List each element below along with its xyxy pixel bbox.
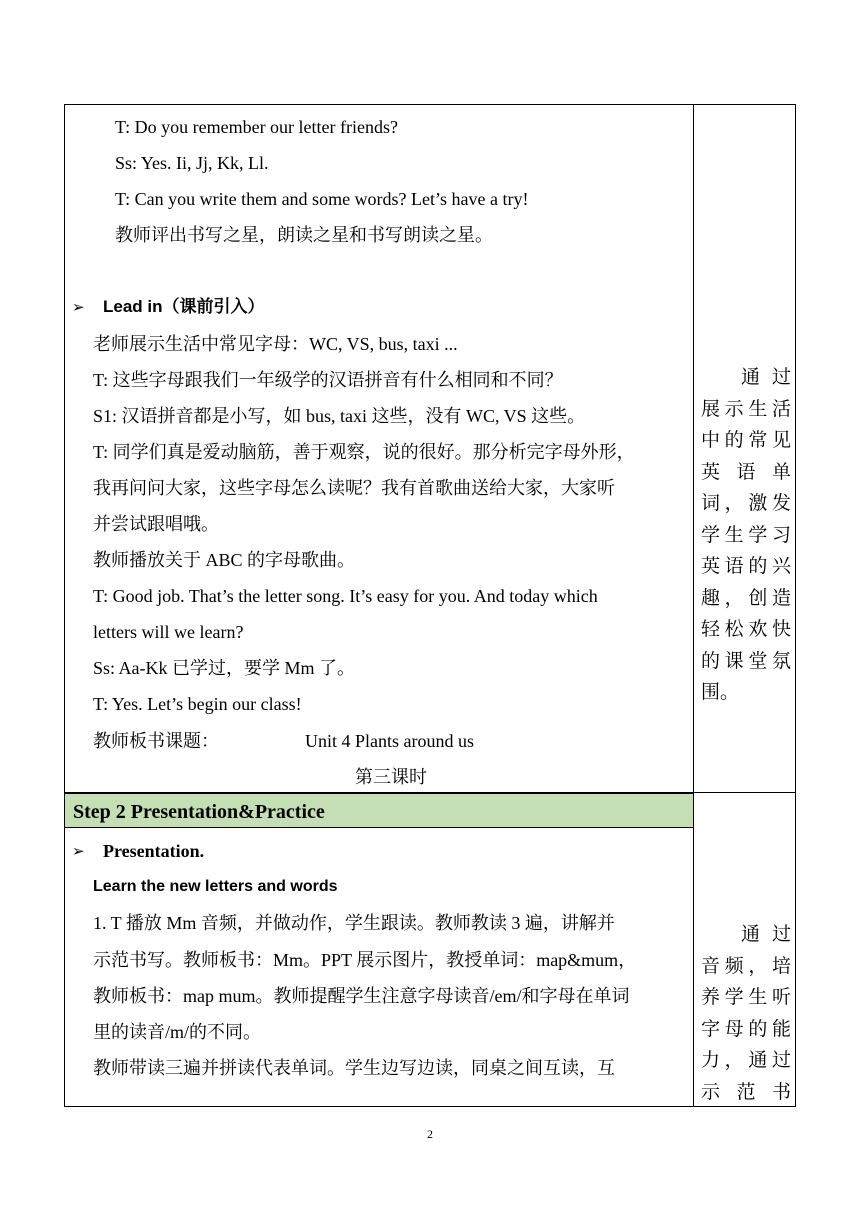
text-line: 并尝试跟唱哦。 xyxy=(93,514,219,534)
side-note-line: 通 过 xyxy=(741,924,791,945)
side-note-1 xyxy=(701,362,791,709)
text-line: T: Good job. That’s the letter song. It’s easy for you. And today which xyxy=(93,586,598,606)
side-note-line: 音频，培 xyxy=(701,955,791,977)
unit-title: Unit 4 Plants around us xyxy=(305,731,474,751)
side-note-line: 的课堂氛 xyxy=(701,650,791,672)
page-number: 2 xyxy=(427,1127,433,1141)
bullet-arrow-icon: ➢ xyxy=(72,298,85,316)
table-border-left xyxy=(64,104,65,1107)
text-line: Ss: Aa-Kk 已学过，要学 Mm 了。 xyxy=(93,658,356,678)
text-line: T: 同学们真是爱动脑筋，善于观察，说的很好。那分析完字母外形， xyxy=(93,442,635,462)
text-line: T: Do you remember our letter friends? xyxy=(115,117,398,137)
side-note-line: 养学生听 xyxy=(701,987,791,1008)
table-border-top xyxy=(64,104,796,105)
side-note-line: 示 范 书 xyxy=(701,1081,791,1103)
side-note-2 xyxy=(701,919,791,1108)
side-note-line: 通 过 xyxy=(741,367,791,388)
text-line: 教师评出书写之星，朗读之星和书写朗读之星。 xyxy=(115,225,493,245)
table-border-bottom xyxy=(64,1106,796,1107)
learn-heading: Learn the new letters and words xyxy=(93,878,338,895)
text-line: T: 这些字母跟我们一年级学的汉语拼音有什么相同和不同？ xyxy=(93,370,563,390)
text-line: 教师带读三遍并拼读代表单词。学生边写边读，同桌之间互读，互 xyxy=(93,1058,615,1078)
text-line: 教师播放关于 ABC 的字母歌曲。 xyxy=(93,550,356,570)
text-line: S1: 汉语拼音都是小写，如 bus, taxi 这些，没有 WC, VS 这些。 xyxy=(93,406,586,426)
side-note-line: 围。 xyxy=(701,682,740,703)
text-line: 示范书写。教师板书：Mm。PPT 展示图片，教授单词：map&mum， xyxy=(93,950,637,970)
side-note-line: 力，通过 xyxy=(701,1050,791,1071)
text-line: 老师展示生活中常见字母：WC, VS, bus, taxi ... xyxy=(93,334,458,354)
text-line: T: Yes. Let’s begin our class! xyxy=(93,694,302,714)
text-line: T: Can you write them and some words? Let’s have a try! xyxy=(115,189,529,209)
side-note-line: 词，激发 xyxy=(701,493,791,514)
text-line: 我再问问大家，这些字母怎么读呢？我有首歌曲送给大家，大家听 xyxy=(93,478,615,498)
side-note-line: 字母的能 xyxy=(701,1018,791,1040)
side-note-line: 轻松欢快 xyxy=(701,619,791,640)
side-note-line: 展示生活 xyxy=(701,398,791,420)
step2-heading: Step 2 Presentation&Practice xyxy=(73,801,325,823)
text-line: 里的读音/m/的不同。 xyxy=(93,1022,262,1042)
side-note-line: 英 语 单 xyxy=(701,461,791,483)
lead-in-heading: Lead in（课前引入） xyxy=(103,297,265,316)
side-note-line: 英语的兴 xyxy=(701,556,791,577)
table-border-right xyxy=(795,104,796,1107)
step2-heading-band xyxy=(65,793,693,828)
text-line: 1. T 播放 Mm 音频，并做动作，学生跟读。教师教读 3 遍，讲解并 xyxy=(93,913,615,933)
presentation-heading: Presentation. xyxy=(103,841,205,861)
text-line: Ss: Yes. Ii, Jj, Kk, Ll. xyxy=(115,153,269,173)
table-column-divider xyxy=(693,104,694,1107)
bullet-arrow-icon: ➢ xyxy=(72,842,85,860)
board-title-label: 教师板书课题： xyxy=(93,731,219,751)
text-line: 教师板书：map mum。教师提醒学生注意字母读音/em/和字母在单词 xyxy=(93,986,630,1006)
lesson-label: 第三课时 xyxy=(355,767,427,787)
side-note-line: 学生学习 xyxy=(701,524,791,546)
text-line: letters will we learn? xyxy=(93,622,244,642)
side-note-line: 中的常见 xyxy=(701,430,791,451)
side-note-line: 趣，创造 xyxy=(701,587,791,609)
